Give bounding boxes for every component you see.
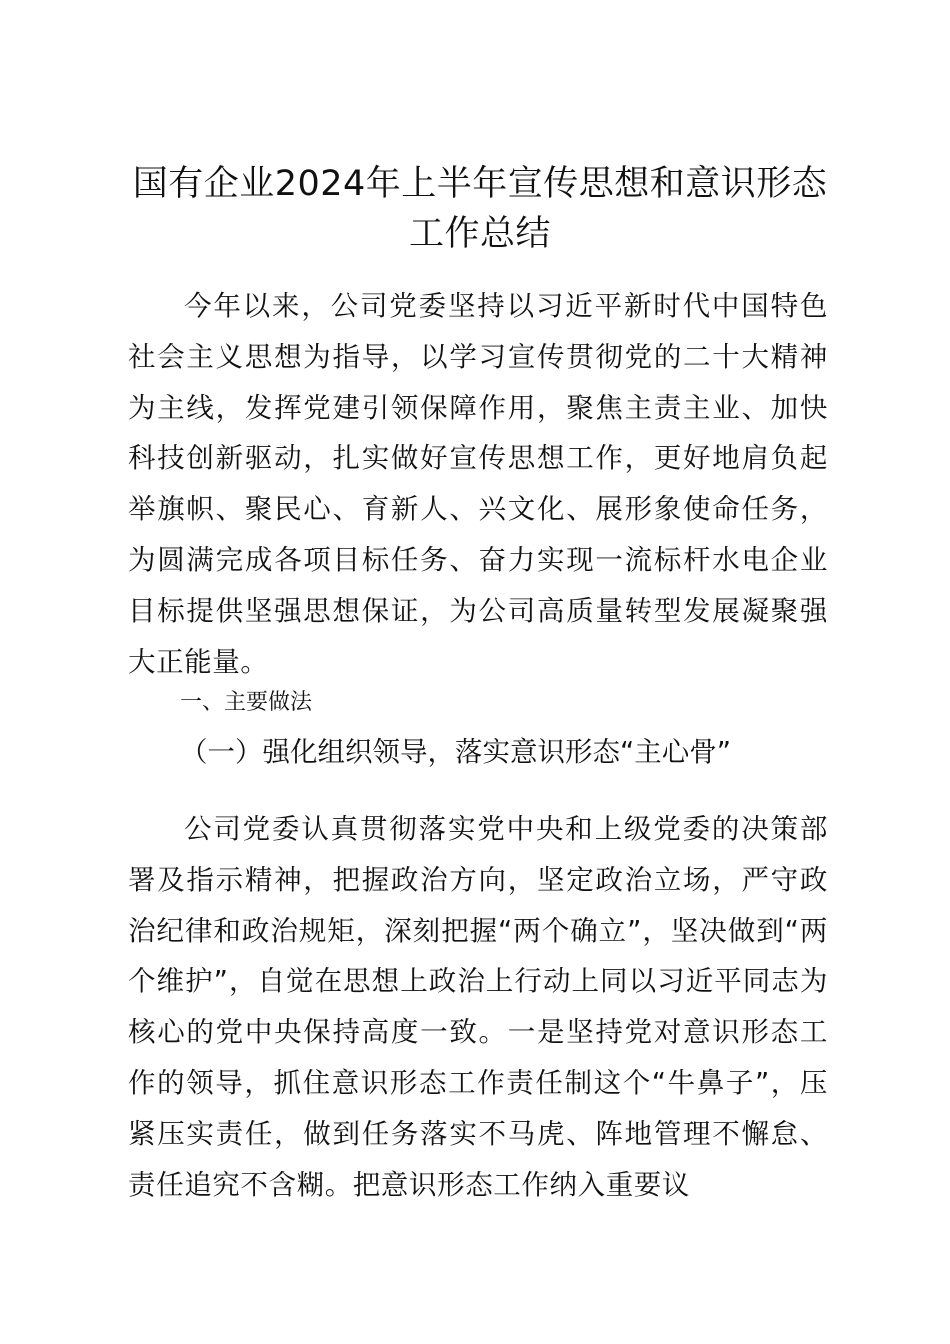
document-title-line-2: 工作总结 xyxy=(408,214,551,254)
body-paragraph-party-committee: 公司党委认真贯彻落实党中央和上级党委的决策部署及指示精神，把握政治方向，坚定政治立场，严守政治纪律和政治规矩，深刻把握“两个确立”，坚决做到“两个维护”，自觉在思想上政治上行动上同以习近平同志为核心的党中央保持高度一致。一是坚持党对意识形态工作的领导，抓住意识形态工作责任制这个“牛鼻子”，压紧压实责任，做到任务落实不马虎、阵地管理不懈怠、责任追究不含糊。把意识形态工作纳入重要议 xyxy=(128,813,828,1201)
document-title-line-1: 国有企业2024年上半年宣传思想和意识形态 xyxy=(132,164,828,204)
subsection-heading-organization: （一）强化组织领导，落实意识形态“主心骨” xyxy=(180,736,731,768)
intro-paragraph: 今年以来，公司党委坚持以习近平新时代中国特色社会主义思想为指导，以学习宣传贯彻党的二十大精神为主线，发挥党建引领保障作用，聚焦主责主业、加快科技创新驱动，扎实做好宣传思想工作，更好地肩负起举旗帜、聚民心、育新人、兴文化、展形象使命任务，为圆满完成各项目标任务、奋力实现一流标杆水电企业目标提供坚强思想保证，为公司高质量转型发展凝聚强大正能量。 xyxy=(128,290,828,678)
section-heading-main-practices: 一、主要做法 xyxy=(180,690,313,715)
